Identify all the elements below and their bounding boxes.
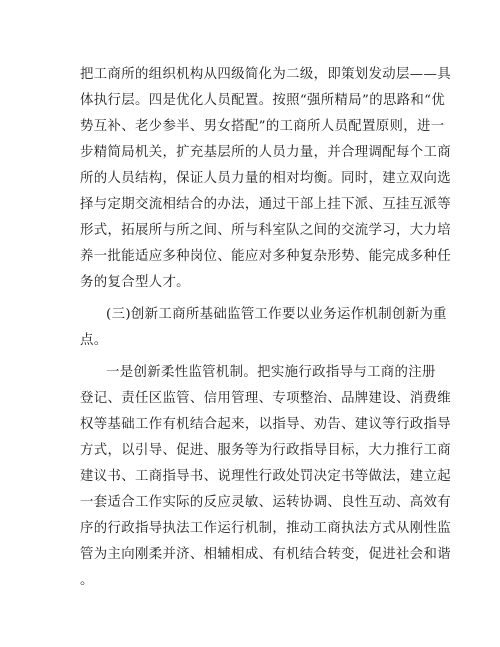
text-line: 权等基础工作有机结合起来，以指导、劝告、建议等行政指导 [80, 417, 451, 432]
text-line: 体执行层。四是优化人员配置。按照“强所精局”的思路和“优 [80, 93, 446, 108]
heading-line: 点。 [80, 333, 108, 348]
text-line: 所的人员结构，保证人员力量的相对均衡。同时，建立双向选 [80, 171, 451, 186]
text-line: 建议书、工商指导书、说理性行政处罚决定书等做法，建立起 [80, 469, 451, 484]
text-line: 方式，以引导、促进、服务等为行政指导目标，大力推行工商 [80, 443, 451, 458]
text-line: 登记、责任区监管、信用管理、专项整治、品牌建设、消费维 [80, 391, 451, 406]
text-line: 择与定期交流相结合的办法，通过干部上挂下派、互挂互派等 [80, 197, 451, 212]
text-line: 把工商所的组织机构从四级简化为二级，即策划发动层——具 [80, 67, 451, 82]
text-line: 管为主向刚柔并济、相辅相成、有机结合转变，促进社会和谐 [80, 547, 451, 562]
text-line: 一是创新柔性监管机制。把实施行政指导与工商的注册 [106, 365, 436, 380]
text-line: 一套适合工作实际的反应灵敏、运转协调、良性互动、高效有 [80, 495, 451, 510]
paragraph-flexible-supervision [80, 360, 451, 594]
text-line: 形式，拓展所与所之间、所与科室队之间的交流学习，大力培 [80, 223, 451, 238]
document-body [80, 62, 451, 594]
text-line: 务的复合型人才。 [80, 275, 190, 290]
text-line: 。 [80, 573, 94, 588]
text-line: 势互补、老少参半、男女搭配”的工商所人员配置原则，进一 [80, 119, 445, 134]
text-line: 步精简局机关，扩充基层所的人员力量，并合理调配每个工商 [80, 145, 451, 160]
paragraph-personnel-allocation [80, 62, 451, 296]
section-heading-3 [80, 302, 447, 354]
text-line: 养一批能适应多种岗位、能应对多种复杂形势、能完成多种任 [80, 249, 451, 264]
heading-line: (三)创新工商所基础监管工作要以业务运作机制创新为重 [106, 307, 447, 322]
text-line: 序的行政指导执法工作运行机制，推动工商执法方式从刚性监 [80, 521, 451, 536]
